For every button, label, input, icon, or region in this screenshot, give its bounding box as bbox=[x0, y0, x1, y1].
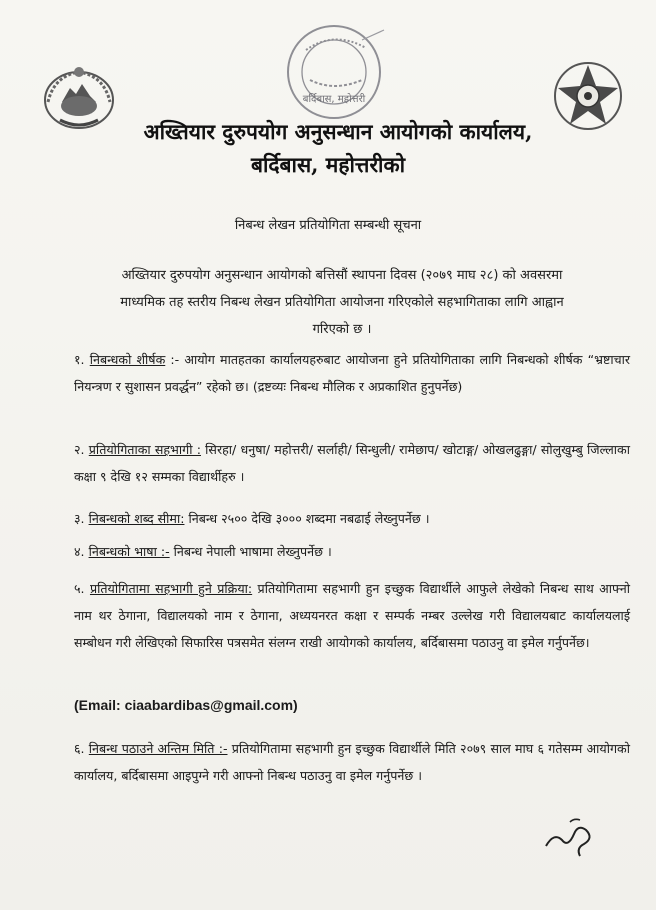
section-body: आयोग मातहतका कार्यालयहरुबाट आयोजना हुने प्रतियोगिताका लागि निबन्धको शीर्षक “भ्रष्टाचार नियन्त्रण र सुशासन प्रवर्द्धन” रहेको छ। (द्रष्टव्यः निबन्ध मौलिक र अप्रकाशित हुनुपर्नेछ) bbox=[74, 352, 630, 394]
section-heading: निबन्धको शीर्षक bbox=[89, 352, 166, 367]
section-heading: निबन्धको भाषा :- bbox=[88, 544, 170, 559]
section-heading: निबन्ध पठाउने अन्तिम मिति :- bbox=[88, 741, 228, 756]
email-contact: (Email: ciaabardibas@gmail.com) bbox=[74, 697, 298, 713]
section-body: निबन्ध नेपाली भाषामा लेख्नुपर्नेछ । bbox=[169, 544, 332, 559]
section-participants bbox=[74, 436, 630, 490]
office-stamp bbox=[276, 20, 396, 126]
section-number: ६. bbox=[74, 741, 85, 756]
section-participation-process bbox=[74, 575, 630, 656]
stamp-text: बर्दिबास, महोत्तरी bbox=[302, 94, 366, 105]
office-name-line2: बर्दिबास, महोत्तरीको bbox=[250, 152, 406, 177]
office-name-line1: अख्तियार दुरुपयोग अनुसन्धान आयोगको कार्यालय, bbox=[143, 119, 533, 144]
section-word-limit bbox=[74, 505, 630, 532]
section-number: ४. bbox=[74, 544, 85, 559]
section-number: १. bbox=[74, 352, 85, 367]
section-heading: प्रतियोगिताका सहभागी : bbox=[88, 442, 201, 457]
section-deadline bbox=[74, 735, 630, 789]
section-separator: :- bbox=[165, 352, 180, 367]
notice-title: निबन्ध लेखन प्रतियोगिता सम्बन्धी सूचना bbox=[234, 218, 422, 233]
section-heading: प्रतियोगितामा सहभागी हुने प्रक्रिया: bbox=[89, 581, 253, 596]
section-title-of-essay bbox=[74, 346, 630, 400]
intro-line-1: अख्तियार दुरुपयोग अनुसन्धान आयोगको बत्तिसौं स्थापना दिवस (२०७९ माघ २८) को अवसरमा bbox=[121, 268, 563, 283]
section-number: ३. bbox=[74, 511, 85, 526]
section-number: ५. bbox=[74, 581, 85, 596]
section-heading: निबन्धको शब्द सीमा: bbox=[88, 511, 185, 526]
section-body: निबन्ध २५०० देखि ३००० शब्दमा नबढाई लेख्नुपर्नेछ । bbox=[184, 511, 430, 526]
section-body: प्रतियोगितामा सहभागी हुन इच्छुक विद्यार्थीले आफुले लेखेको निबन्ध साथ आफ्नो नाम थर ठेगाना, विद्यालयको नाम र ठेगाना, अध्ययनरत कक्षा र सम्पर्क नम्बर उल्लेख गरी विद्यालयबाट कार्यालयलाई सम्बोधन गरी लेखिएको सिफारिस पत्रसमेत संलग्न राखी आयोगको कार्यालय, बर्दिबासमा पठाउनु वा इमेल गर्नुपर्नेछ। bbox=[74, 581, 630, 650]
signature bbox=[540, 812, 604, 862]
section-body: प्रतियोगितामा सहभागी हुन इच्छुक विद्यार्थीले मिति २०७९ साल माघ ६ गतेसम्म आयोगको कार्यालय, बर्दिबासमा आइपुग्ने गरी आफ्नो निबन्ध पठाउनु वा इमेल गर्नुपर्नेछ । bbox=[74, 741, 630, 783]
section-language bbox=[74, 538, 630, 565]
section-number: २. bbox=[74, 442, 85, 457]
intro-line-3: गरिएको छ । bbox=[312, 322, 372, 337]
section-body: सिरहा/ धनुषा/ महोत्तरी/ सर्लाही/ सिन्धुली/ रामेछाप/ खोटाङ्ग/ ओखलढुङ्गा/ सोलुखुम्बु जिल्लाका कक्षा ९ देखि १२ सम्मका विद्यार्थीहरु । bbox=[74, 442, 630, 484]
intro-line-2: माध्यमिक तह स्तरीय निबन्ध लेखन प्रतियोगिता आयोजना गरिएकोले सहभागिताका लागि आह्वान bbox=[120, 295, 564, 310]
